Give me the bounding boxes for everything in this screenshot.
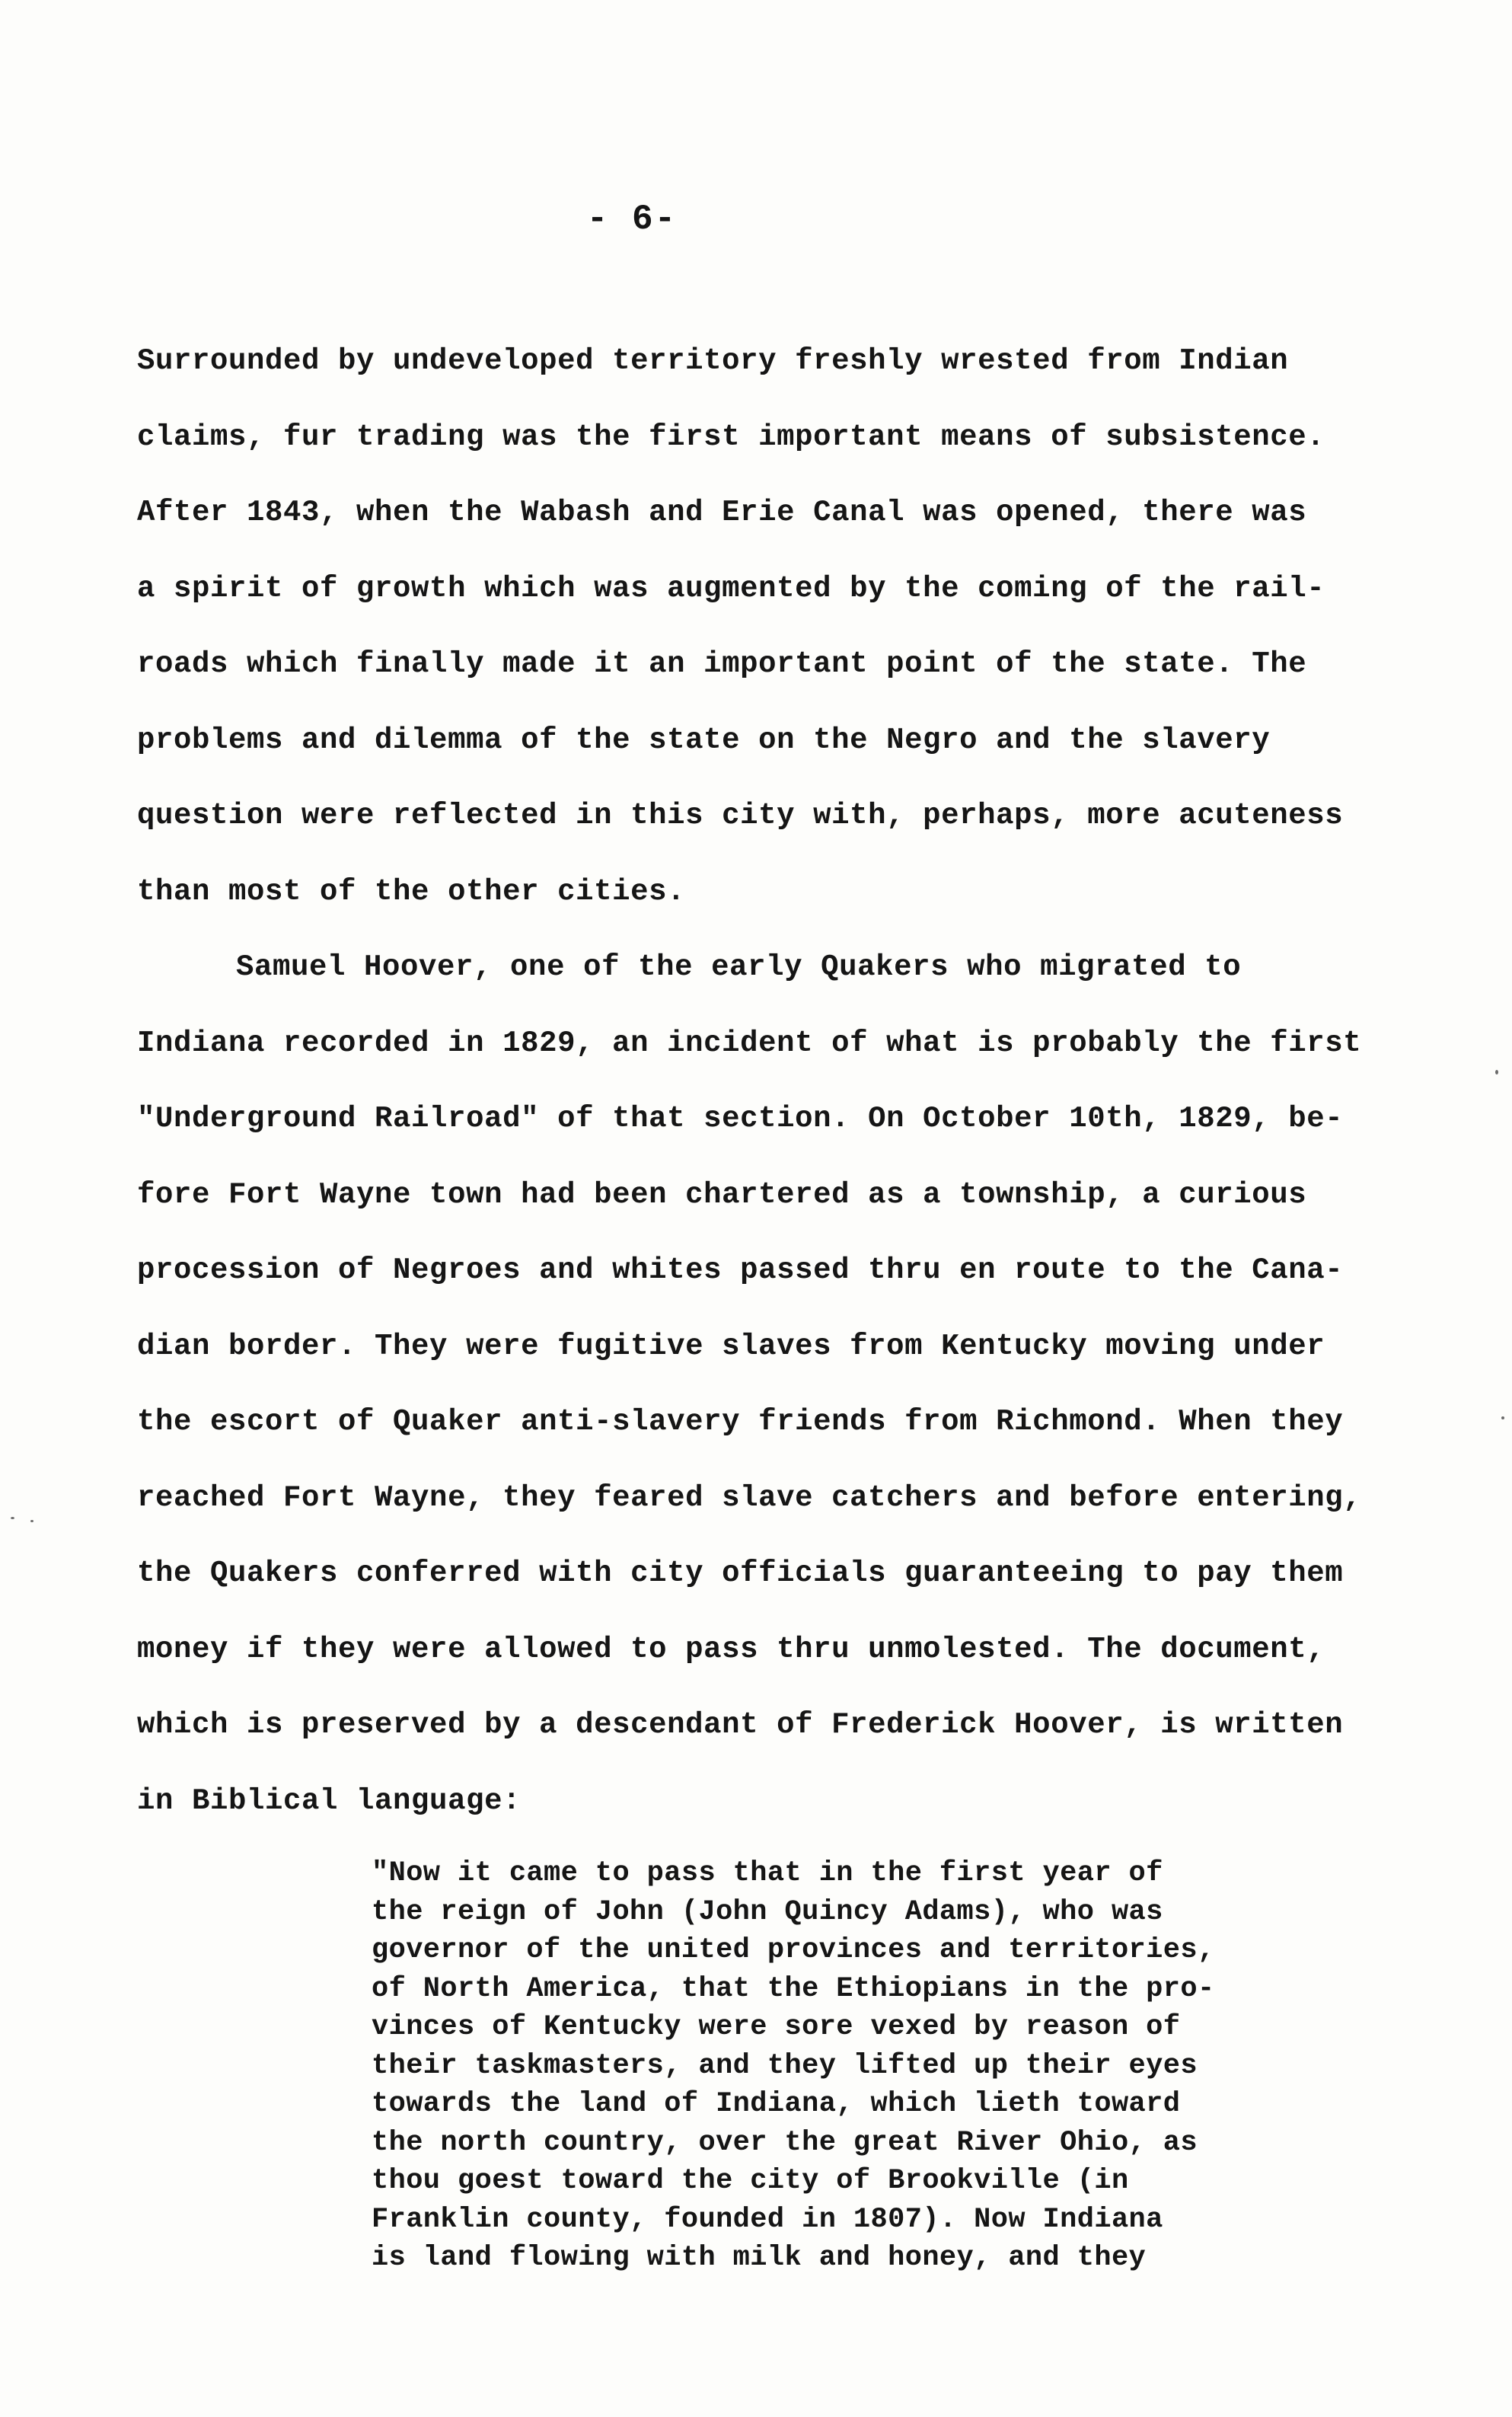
paragraph-start-line: Samuel Hoover, one of the early Quakers who migrated to [236,950,1242,984]
scan-speck [1495,1070,1498,1074]
page-number: - 6- [586,200,678,239]
quote-line: of North America, that the Ethiopians in the pro- [372,1972,1215,2005]
text-line: claims, fur trading was the first important means of subsistence. [137,420,1325,454]
quote-line: towards the land of Indiana, which lieth toward [372,2088,1181,2120]
text-line: "Underground Railroad" of that section. On October 10th, 1829, be- [137,1102,1344,1135]
text-line: a spirit of growth which was augmented by the coming of the rail- [137,571,1325,605]
text-line: money if they were allowed to pass thru unmolested. The document, [137,1632,1325,1666]
text-line: fore Fort Wayne town had been chartered as a township, a curious [137,1177,1307,1212]
quote-line: "Now it came to pass that in the first year of [372,1857,1163,1889]
text-line: the Quakers conferred with city officials guaranteeing to pay them [137,1557,1344,1590]
text-line: Indiana recorded in 1829, an incident of what is probably the first [137,1026,1362,1060]
quote-line: the reign of John (John Quincy Adams), who was [372,1895,1163,1928]
text-line: question were reflected in this city with, perhaps, more acuteness [137,799,1344,832]
quote-line: the north country, over the great River Ohio, as [372,2126,1198,2159]
text-line: Surrounded by undeveloped territory freshly wrested from Indian [137,344,1289,378]
text-line: in Biblical language: [137,1783,522,1818]
scan-speck [1501,1416,1504,1419]
text-line: the escort of Quaker anti-slavery friends from Richmond. When they [137,1405,1344,1438]
text-line: procession of Negroes and whites passed thru en route to the Cana- [137,1253,1344,1287]
quote-line: Franklin county, founded in 1807). Now Indiana [372,2203,1163,2236]
text-line: problems and dilemma of the state on the Negro and the slavery [137,723,1271,757]
text-line: dian border. They were fugitive slaves from Kentucky moving under [137,1329,1325,1363]
text-line: which is preserved by a descendant of Frederick Hoover, is written [137,1708,1344,1742]
quote-line: thou goest toward the city of Brookville (in [372,2165,1129,2197]
scan-speck [11,1517,14,1519]
quote-line: their taskmasters, and they lifted up their eyes [372,2049,1198,2082]
quote-line: is land flowing with milk and honey, and they [372,2242,1147,2274]
quote-line: governor of the united provinces and territories, [372,1934,1215,1966]
scan-speck [30,1520,33,1522]
text-line: than most of the other cities. [137,874,686,908]
text-line: reached Fort Wayne, they feared slave catchers and before entering, [137,1480,1362,1515]
quote-line: vinces of Kentucky were sore vexed by reason of [372,2011,1181,2043]
text-line: roads which finally made it an important point of the state. The [137,647,1307,681]
block-quote [372,1854,1300,2278]
text-line: After 1843, when the Wabash and Erie Canal was opened, there was [137,496,1307,529]
body-text [137,324,1416,1839]
